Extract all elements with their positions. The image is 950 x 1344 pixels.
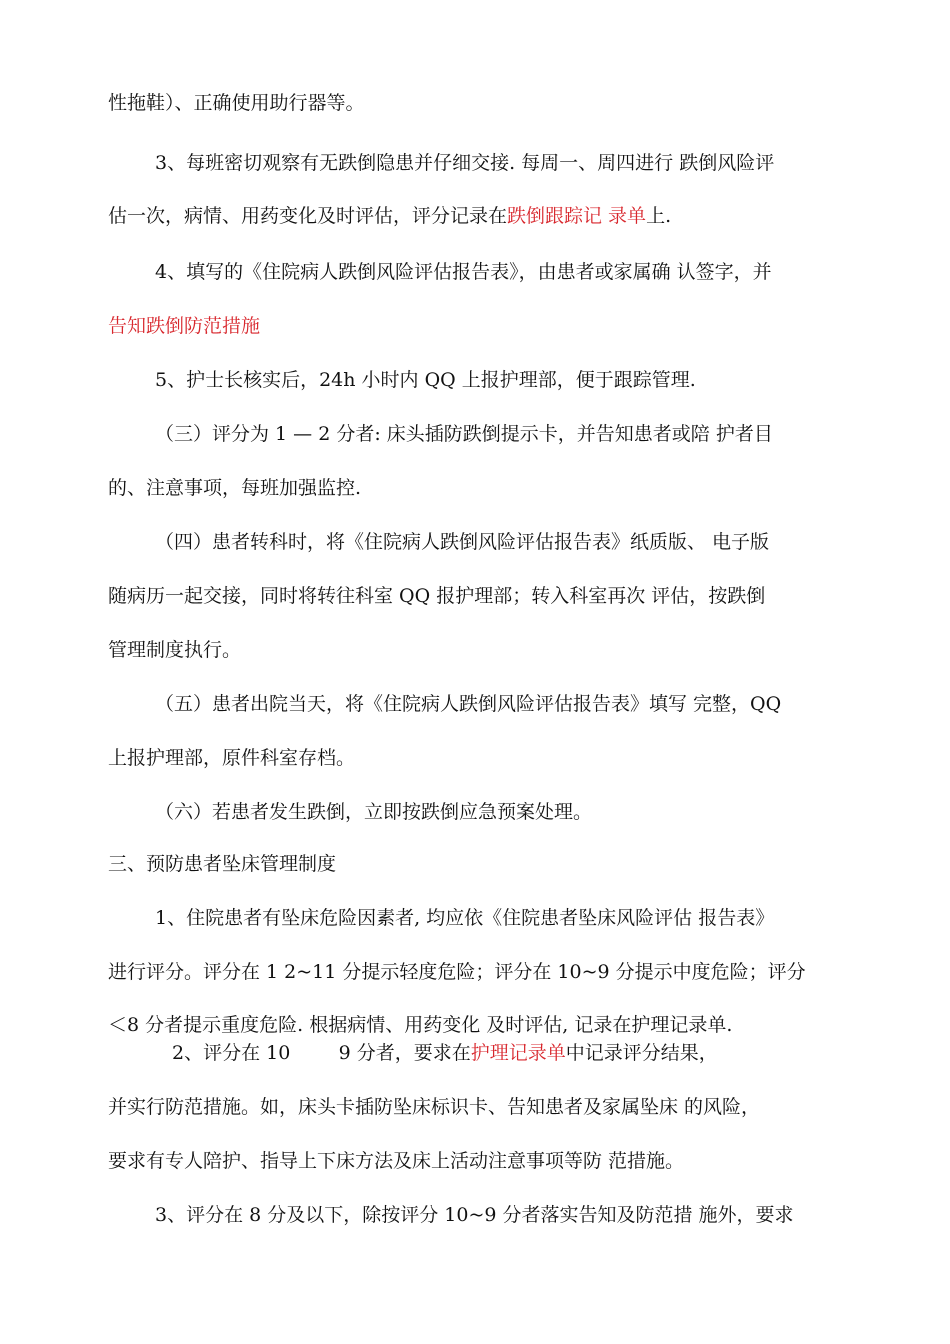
- text-line: 上报护理部，原件科室存档。: [108, 747, 356, 769]
- text-line: 进行评分。评分在 1 2~11 分提示轻度危险；评分在 10~9 分提示中度危险；评分: [108, 961, 806, 983]
- text-line: 1、住院患者有坠床危险因素者, 均应依《住院患者坠床风险评估 报告表》: [155, 907, 775, 929]
- text-line: 的、注意事项，每班加强监控.: [108, 477, 362, 499]
- section-heading: 三、预防患者坠床管理制度: [108, 853, 337, 875]
- highlight-text: 告知跌倒防范措施: [108, 315, 261, 337]
- text-line: ＜8 分者提示重度危险. 根据病情、用药变化 及时评估, 记录在护理记录单.: [108, 1014, 733, 1036]
- highlight-text: 跌倒跟踪记 录单: [507, 205, 647, 227]
- text-line: 估一次，病情、用药变化及时评估，评分记录在跌倒跟踪记 录单上.: [108, 205, 672, 227]
- text-line: 并实行防范措施。如，床头卡插防坠床标识卡、告知患者及家属坠床 的风险，: [108, 1096, 761, 1118]
- text-line: （四）患者转科时，将《住院病人跌倒风险评估报告表》纸质版、 电子版: [155, 531, 770, 553]
- text-line: 5、护士长核实后，24h 小时内 QQ 上报护理部，便于跟踪管理.: [155, 369, 696, 391]
- text-line: 随病历一起交接，同时将转往科室 QQ 报护理部；转入科室再次 评估，按跌倒: [108, 585, 766, 607]
- text-line: 3、评分在 8 分及以下，除按评分 10~9 分者落实告知及防范措 施外，要求: [155, 1204, 794, 1226]
- text-line: [108, 313, 260, 339]
- text-line: 要求有专人陪护、指导上下床方法及床上活动注意事项等防 范措施。: [108, 1150, 685, 1172]
- text-line: 性拖鞋）、正确使用助行器等。: [108, 92, 365, 114]
- text-line: 2、评分在 10 9 分者，要求在护理记录单中记录评分结果，: [172, 1042, 718, 1064]
- text-line: （六）若患者发生跌倒，立即按跌倒应急预案处理。: [155, 801, 593, 823]
- text-line: （五）患者出院当天，将《住院病人跌倒风险评估报告表》填写 完整，QQ: [155, 693, 782, 715]
- highlight-text: 护理记录单: [470, 1042, 566, 1064]
- text-line: 4、填写的《住院病人跌倒风险评估报告表》，由患者或家属确 认签字，并: [155, 261, 772, 283]
- text-line: 3、每班密切观察有无跌倒隐患并仔细交接. 每周一、周四进行 跌倒风险评: [155, 152, 775, 174]
- text-line: （三）评分为 1 — 2 分者: 床头插防跌倒提示卡，并告知患者或陪 护者目: [155, 423, 773, 445]
- text-line: 管理制度执行。: [108, 639, 242, 661]
